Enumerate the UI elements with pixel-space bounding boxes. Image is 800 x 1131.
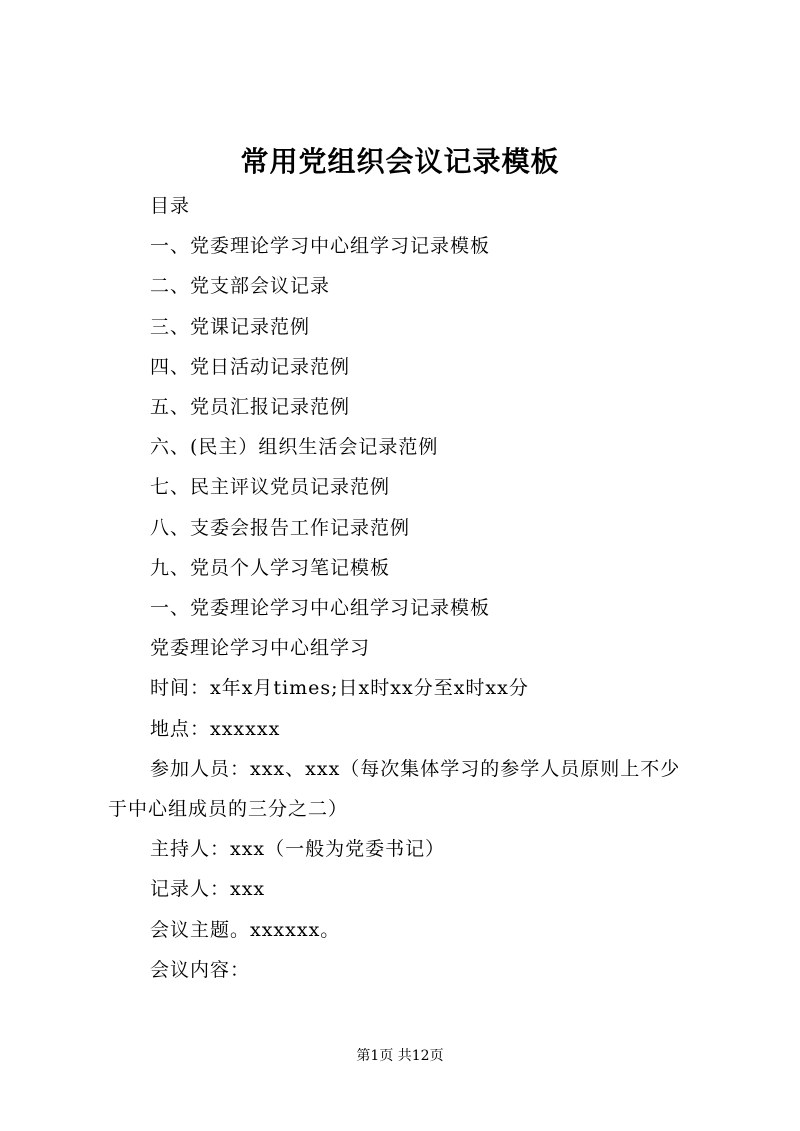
- toc-item: 二、党支部会议记录: [150, 275, 331, 298]
- toc-item: 九、党员个人学习笔记模板: [150, 556, 391, 579]
- body-paragraph: 党委理论学习中心组学习: [150, 637, 371, 660]
- page-footer: 第1页 共12页: [356, 1048, 444, 1064]
- toc-item: 四、党日活动记录范例: [150, 355, 351, 378]
- toc-item: 八、支委会报告工作记录范例: [150, 516, 411, 539]
- meeting-time: 时间：x年x月times;日x时xx分至x时xx分: [150, 677, 529, 700]
- toc-item: 七、民主评议党员记录范例: [150, 476, 391, 499]
- meeting-recorder: 记录人：xxx: [150, 878, 266, 901]
- document-title: 常用党组织会议记录模板: [240, 145, 560, 178]
- toc-item: 六、(民主）组织生活会记录范例: [150, 436, 439, 459]
- meeting-content: 会议内容：: [150, 958, 251, 981]
- meeting-participants: 参加人员：xxx、xxx（每次集体学习的参学人员原则上不少于中心组成员的三分之二）: [108, 757, 681, 821]
- toc-heading: 目录: [150, 195, 191, 217]
- meeting-host: 主持人：xxx（一般为党委书记）: [150, 838, 446, 861]
- meeting-location: 地点：xxxxxx: [150, 717, 281, 740]
- toc-item: 一、党委理论学习中心组学习记录模板: [150, 235, 491, 258]
- document-body: [108, 186, 693, 990]
- section-heading: 一、党委理论学习中心组学习记录模板: [150, 597, 491, 620]
- meeting-topic: 会议主题。xxxxxx。: [150, 918, 341, 941]
- toc-item: 三、党课记录范例: [150, 315, 311, 338]
- toc-item: 五、党员汇报记录范例: [150, 396, 351, 419]
